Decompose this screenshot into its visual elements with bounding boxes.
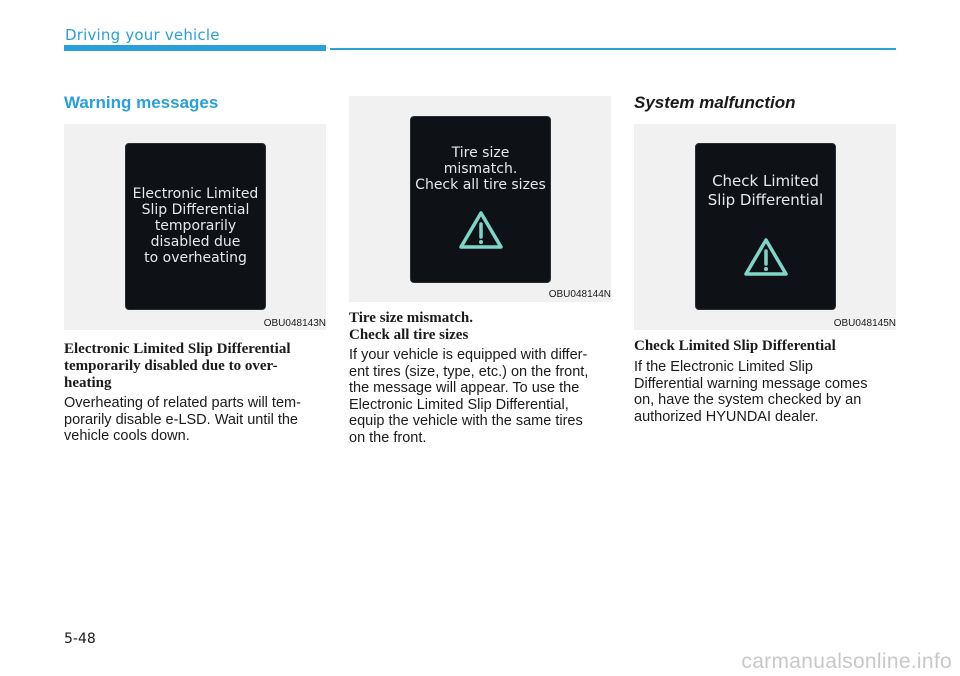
- section-title-warning-messages: Warning messages: [64, 93, 219, 112]
- cluster-display-3: [695, 143, 836, 310]
- cluster-display-2: [410, 116, 551, 283]
- warning-triangle-icon: [457, 209, 505, 251]
- header-rule-thin: [330, 48, 896, 50]
- figure-1: [64, 124, 326, 330]
- section-title-system-malfunction: System malfunction: [634, 93, 796, 112]
- header-section-title: Driving your vehicle: [65, 26, 220, 44]
- figure-code-1: OBU048143N: [263, 318, 326, 329]
- subhead-2: Tire size mismatch. Check all tire sizes: [349, 310, 474, 343]
- display-message-3: Check Limited Slip Differential: [707, 172, 824, 209]
- warning-triangle-icon: [742, 236, 790, 278]
- figure-2: [349, 96, 611, 302]
- body-text-3: If the Electronic Limited Slip Differential warning message comes on, have the system checked by an authorized HYUNDAI dealer.: [634, 359, 868, 425]
- display-message-1: Electronic Limited Slip Differential temporarily disabled due to overheating: [132, 186, 259, 266]
- cluster-display-1: [125, 143, 266, 310]
- figure-3: [634, 124, 896, 330]
- body-text-2: If your vehicle is equipped with differ- ent tires (size, type, etc.) on the front, the message will appear. To use the Electronic Limited Slip Differential, equip the vehicle with the same tires on the front.: [349, 347, 589, 446]
- body-text-1: Overheating of related parts will tem- porarily disable e-LSD. Wait until the vehicle cools down.: [64, 395, 301, 444]
- subhead-3: Check Limited Slip Differential: [634, 338, 836, 354]
- figure-code-3: OBU048145N: [833, 318, 896, 329]
- header-rule-thick: [64, 45, 326, 51]
- watermark: carmanualsonline.info: [741, 650, 952, 673]
- display-message-2: Tire size mismatch. Check all tire sizes: [415, 145, 546, 193]
- page-number: 5-48: [64, 631, 96, 647]
- figure-code-2: OBU048144N: [548, 289, 611, 300]
- subhead-1: Electronic Limited Slip Differential temporarily disabled due to over- heating: [64, 341, 291, 391]
